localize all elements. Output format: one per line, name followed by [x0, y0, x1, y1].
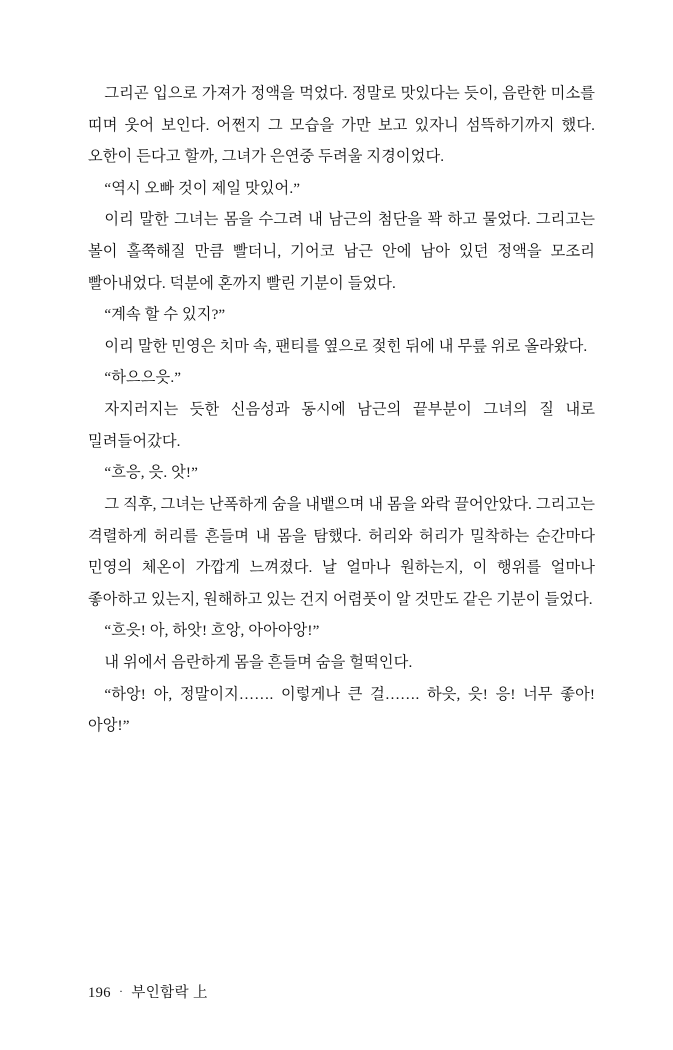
- paragraph-dialogue: “계속 할 수 있지?”: [104, 306, 226, 324]
- page-footer: [88, 981, 208, 1002]
- paragraph-dialogue: “하으으읏.”: [104, 369, 182, 387]
- book-title: 부인함락 上: [131, 985, 208, 1001]
- footer-separator: ·: [118, 984, 124, 998]
- paragraph: 이리 말한 그녀는 몸을 수그려 내 남근의 첨단을 꽉 하고 물었다. 그리고는 볼이 홀쭉해질 만큼 빨더니, 기어코 남근 안에 남아 있던 정액을 모조리 빨아내었다. 덕분에 혼까지 빨린 기분이 들었다.: [88, 211, 595, 292]
- paragraph: 이리 말한 민영은 치마 속, 팬티를 옆으로 젖힌 뒤에 내 무릎 위로 올라왔다.: [104, 337, 588, 355]
- paragraph-dialogue: “역시 오빠 것이 제일 맛있어.”: [104, 179, 301, 197]
- page-body: [88, 78, 595, 742]
- paragraph: 내 위에서 음란하게 몸을 흔들며 숨을 헐떡인다.: [104, 653, 413, 671]
- paragraph: 그리곤 입으로 가져가 정액을 먹었다. 정말로 맛있다는 듯이, 음란한 미소를 띠며 웃어 보인다. 어쩐지 그 모습을 가만 보고 있자니 섬뜩하기까지 했다. 오한이 든다고 할까, 그녀가 은연중 두려울 지경이었다.: [88, 85, 595, 166]
- paragraph-dialogue: “하앙! 아, 정말이지……. 이렇게나 큰 걸……. 하읏, 읏! 응! 너무 좋아! 아앙!”: [88, 685, 595, 735]
- page-number: 196: [88, 985, 111, 1001]
- paragraph-dialogue: “흐응, 읏. 앗!”: [104, 464, 198, 482]
- paragraph: 자지러지는 듯한 신음성과 동시에 남근의 끝부분이 그녀의 질 내로 밀려들어갔다.: [88, 401, 595, 450]
- paragraph-dialogue: “흐읏! 아, 하앗! 흐앙, 아아아앙!”: [104, 622, 320, 640]
- paragraph: 그 직후, 그녀는 난폭하게 숨을 내뱉으며 내 몸을 와락 끌어안았다. 그리고는 격렬하게 허리를 흔들며 내 몸을 탐했다. 허리와 허리가 밀착하는 순간마다 민영의 체온이 가깝게 느껴졌다. 날 얼마나 원하는지, 이 행위를 얼마나 좋아하고 있는지, 원해하고 있는 건지 어렴풋이 알 것만도 같은 기분이 들었다.: [88, 495, 595, 608]
